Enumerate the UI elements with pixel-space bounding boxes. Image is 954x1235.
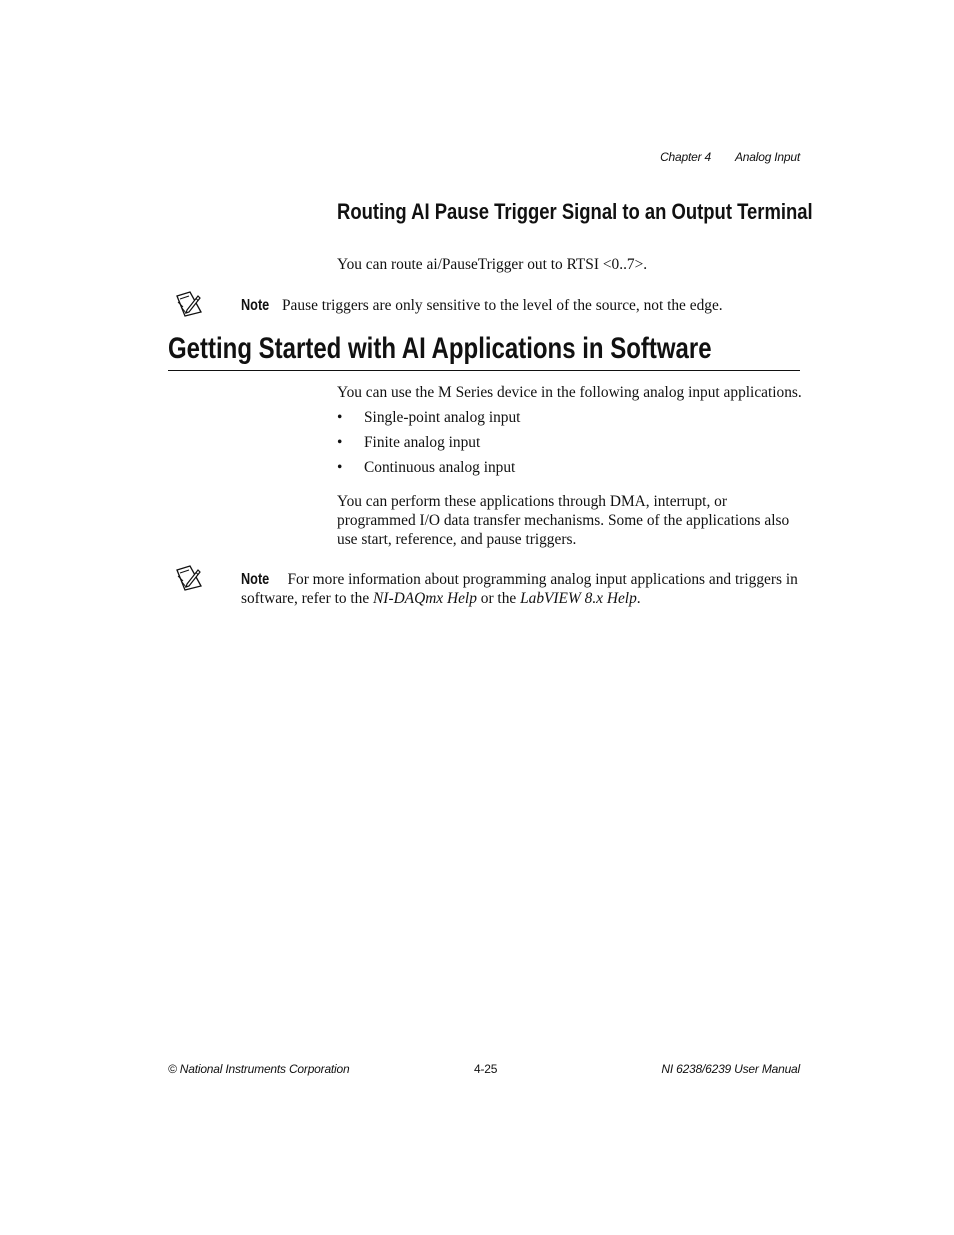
section-heading-routing: Routing AI Pause Trigger Signal to an Output Terminal — [337, 199, 813, 224]
reference-labview-help: LabVIEW 8.x Help — [520, 590, 637, 607]
list-item: • Single-point analog input — [337, 409, 521, 426]
header-section: Analog Input — [735, 150, 800, 164]
note-pause-triggers — [241, 296, 811, 315]
list-item: • Continuous analog input — [337, 459, 516, 476]
reference-ni-daqmx-help: NI-DAQmx Help — [373, 590, 477, 607]
note-label: Note — [241, 297, 270, 314]
heading-rule — [168, 370, 800, 371]
bullet-symbol: • — [337, 434, 343, 451]
note-pencil-icon — [174, 290, 204, 318]
header-chapter: Chapter 4 — [660, 150, 711, 164]
bullet-symbol: • — [337, 409, 343, 426]
note-text: For more information about programming analog input applications and triggers in software, refer to the — [241, 571, 798, 607]
note-text: Pause triggers are only sensitive to the level of the source, not the edge. — [282, 297, 723, 314]
note-pencil-icon — [174, 564, 204, 592]
intro-paragraph: You can use the M Series device in the following analog input applications. — [337, 384, 802, 401]
bullet-symbol: • — [337, 459, 343, 476]
note-more-information: Note For more information about programming analog input applications and triggers in software, refer to the NI-DAQmx Help or the LabVIEW 8.x Help. — [241, 571, 798, 607]
footer-manual-title: NI 6238/6239 User Manual — [661, 1062, 800, 1076]
footer-copyright: © National Instruments Corporation — [168, 1062, 350, 1076]
transfer-paragraph: You can perform these applications through DMA, interrupt, or programmed I/O data transfer mechanisms. Some of the applications also use start, reference, and pause triggers. — [337, 493, 790, 548]
list-item: • Finite analog input — [337, 434, 481, 451]
routing-paragraph: You can route ai/PauseTrigger out to RTSI <0..7>. — [337, 256, 648, 273]
section-heading-getting-started: Getting Started with AI Applications in Software — [168, 332, 712, 365]
note-label: Note — [241, 571, 270, 588]
footer-page-number: 4-25 — [474, 1062, 498, 1076]
running-header — [660, 150, 800, 164]
applications-list — [337, 408, 520, 483]
